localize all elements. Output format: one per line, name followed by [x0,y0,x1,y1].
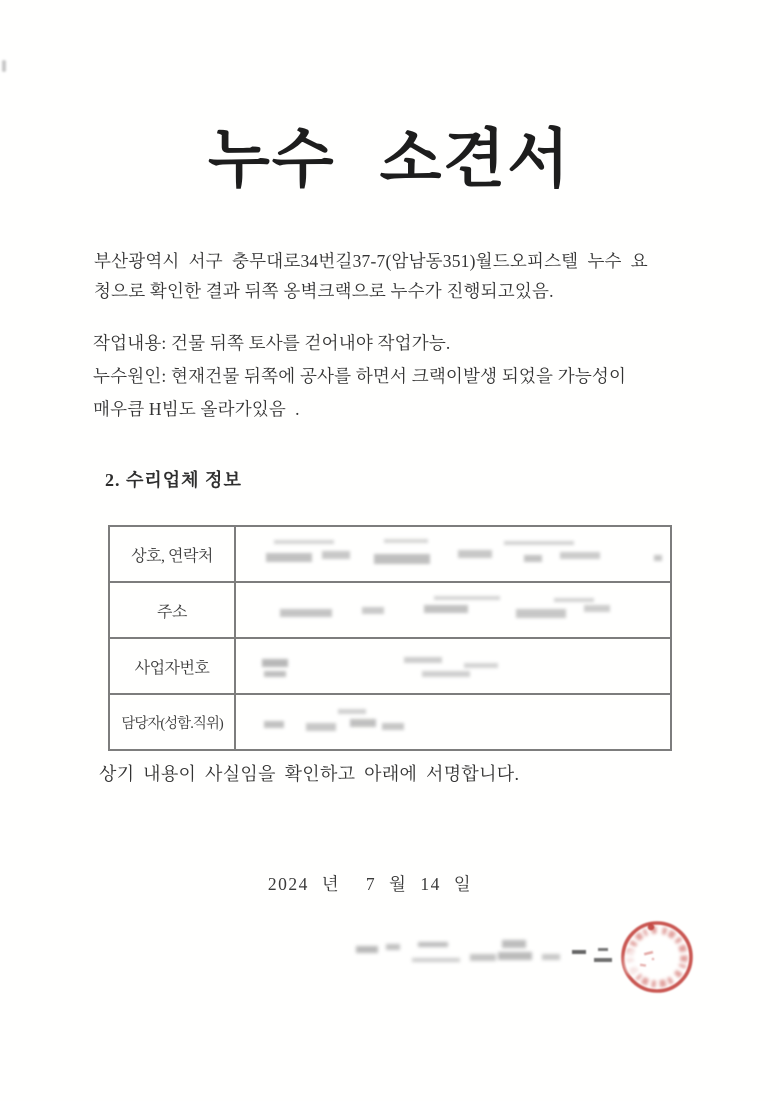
seal-worn-area [624,949,640,975]
field-value-address [235,582,671,638]
field-value-company-contact [235,526,671,582]
redacted-value-smudge [254,649,662,683]
redacted-signature-mark [572,948,614,964]
work-content-line: 작업내용: 건물 뒤쪽 토사를 걷어내야 작업가능. [93,333,451,353]
field-value-business-number [235,638,671,694]
field-label-address: 주소 [109,582,235,638]
table-row [109,638,671,694]
intro-paragraph [94,246,694,306]
intro-line: 부산광역시 서구 충무대로34번길37-7(암남동351)월드오피스텔 누수 요 [94,251,648,271]
seal-rim-dot [648,924,655,931]
redacted-value-smudge [254,593,662,627]
work-details-paragraph [93,327,703,426]
seal-inner-mark [640,964,646,967]
leak-cause-continued-line: 매우큼 H빔도 올라가있음 . [93,399,300,419]
leak-cause-line: 누수원인: 현재건물 뒤쪽에 공사를 하면서 크랙이발생 되었을 가능성이 [93,366,627,386]
redacted-value-smudge [254,537,662,571]
date-line: 2024 년 7 월 14 일 [267,874,473,894]
field-label-business-number: 사업자번호 [109,638,235,694]
table-row [109,694,671,750]
redacted-signature-company-name [352,938,564,968]
seal-inner-mark [652,958,655,961]
company-seal-stamp [618,918,696,996]
table-row [109,582,671,638]
table-row [109,526,671,582]
document-title: 누수 소견서 [207,124,572,195]
intro-line: 청으로 확인한 결과 뒤쪽 옹벽크랙으로 누수가 진행되고있음. [94,281,554,301]
seal-worn-center [642,940,674,964]
repair-company-info-table [108,525,672,751]
field-label-company-contact: 상호, 연락처 [109,526,235,582]
redacted-value-smudge [254,705,662,739]
scan-artifact-speck [2,60,6,72]
section2-heading: 2. 수리업체 정보 [105,470,242,490]
field-value-person-in-charge [235,694,671,750]
field-label-person-in-charge: 담당자(성함.직위) [109,694,235,750]
confirmation-statement: 상기 내용이 사실임을 확인하고 아래에 서명합니다. [99,764,520,784]
